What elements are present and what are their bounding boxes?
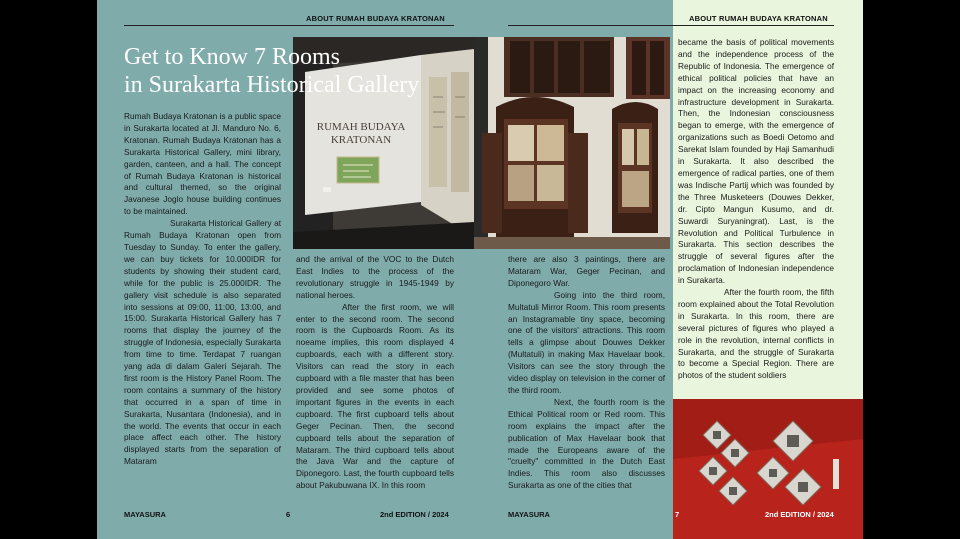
header-rule: [124, 25, 454, 26]
paragraph: there are also 3 paintings, there are Mataram War, Geger Pecinan, and Diponegoro War.: [508, 254, 665, 288]
paragraph: Next, the fourth room is the Ethical Political room or Red room. This room explains the impact after the publication of Max Havelaar book that made the Europeans aware of the "cruelty" committed in the Dutch East Indies. This room also discusses Surakarta as one of the cities that: [508, 396, 665, 491]
paragraph: became the basis of political movements and the independence process of the Republic of Indonesia. The emergence of ethical political policies that have an impact on the increasing economy and infrastructure development in Surakarta. Then, the Indonesian consciousness began to emerge, with the emergence of organizations such as Boedi Oetomo and Sarekat Islam founded by Haji Samanhudi in Surakarta. It also described the emergence of radical parties, one of them was Indische Partij which was founded by the Three Musketeers (Douwes Dekker, dr. Cipto Mangun Kusumo, and dr. Suwardi Suryaningrat). Last, is the Revolution and Political Turbulence in Surakarta. This section describes the struggle of several figures after the proclamation of Indonesian independence in Surakarta.: [678, 37, 834, 286]
paragraph: After the first room, we will enter to the second room. The second room is the Cupboards Room. As its noeame implies, this room displayed 4 cupboards, each with a different story. Visitors can read the story in each cupboard with a file master that has been provided and see some photos of important figures in the events in each cupboard. The first cupboard tells about Geger Pecinan. Then, the second cupboard tells about the separation of Mataram. The third cupboard tells about the Java War and the capture of Diponegoro. Last, the fourth cupboard tells about Pakubuwana IX. In this room: [296, 301, 454, 491]
paragraph: Rumah Budaya Kratonan is a public space in Surakarta located at Jl. Manduro No. 6, Kratonan. Rumah Budaya Kratonan has a Surakarta Historical Gallery, mini library, garden, canteen, and a hall. The concept of Rumah Budaya Kratonan is historical and cultural themed, so the original Javanese Joglo house building continues to be maintained.: [124, 111, 281, 217]
left-column-2: [296, 254, 454, 492]
right-column-2: [678, 37, 834, 382]
title-line-1: Get to Know 7 Rooms: [124, 44, 340, 70]
right-column-1: [508, 254, 665, 492]
cupboards-room-photo: [474, 37, 670, 249]
footer-edition: 2nd EDITION / 2024: [380, 510, 449, 519]
paragraph: After the fourth room, the fifth room explained about the Total Revolution in Surakarta. In this room, there are several pictures of figures who played a role in the revolution, internal conflicts in Surakarta, and the struggle of Surakarta to become a Special Region. There are photos of the student soldiers: [678, 287, 834, 381]
right-page: [474, 0, 863, 539]
page-header: ABOUT RUMAH BUDAYA KRATONAN: [689, 14, 828, 23]
page-number: 7: [675, 510, 680, 519]
paragraph: Surakarta Historical Gallery at Rumah Budaya Kratonan open from Tuesday to Sunday. To enter the gallery, we can buy tickets for 10.000IDR for students by showing their student card, while for the public is 25.000IDR. The gallery visit schedule is also separated into sessions at 09:00, 11:00, 13:00, and 15:00. Surakarta Historical Gallery has 7 rooms that display the journey of the struggle of Indonesia, especially Surakarta from time to time. Terdapat 7 ruangan yang ada di dalam Galeri Sejarah. The first room is the History Panel Room. The room contains a summary of the history that occurred in a span of time in Surakarta, Nusantara (Indonesia), and in the world. The events that occur in each place affect each other. The history displayed starts from the separation of Mataram: [124, 218, 281, 467]
footer-magazine: MAYASURA: [508, 510, 550, 519]
sign-text-2: KRATONAN: [330, 134, 392, 146]
page-header: ABOUT RUMAH BUDAYA KRATONAN: [306, 14, 445, 23]
paragraph: and the arrival of the VOC to the Dutch East Indies to the process of the revolutionary struggle in 1945-1949 by national heroes.: [296, 254, 454, 300]
header-rule: [508, 25, 834, 26]
title-line-2: in Surakarta Historical Gallery: [124, 72, 420, 98]
left-page: [97, 0, 474, 539]
article-title: [124, 43, 444, 99]
paragraph: Going into the third room, Multatuli Mirror Room. This room presents an Instagramable tiny space, becoming one of the visitors' attractions. This room tells a glimpse about Douwes Dekker (Multatuli) in making Max Havelaar book. Visitors can see the story through the video display on television in the corner of the third room.: [508, 289, 665, 395]
sign-text-1: RUMAH BUDAYA: [316, 121, 406, 133]
page-number: 6: [286, 510, 291, 519]
left-column-1: [124, 111, 281, 468]
footer-edition: 2nd EDITION / 2024: [765, 510, 834, 519]
footer-magazine: MAYASURA: [124, 510, 166, 519]
